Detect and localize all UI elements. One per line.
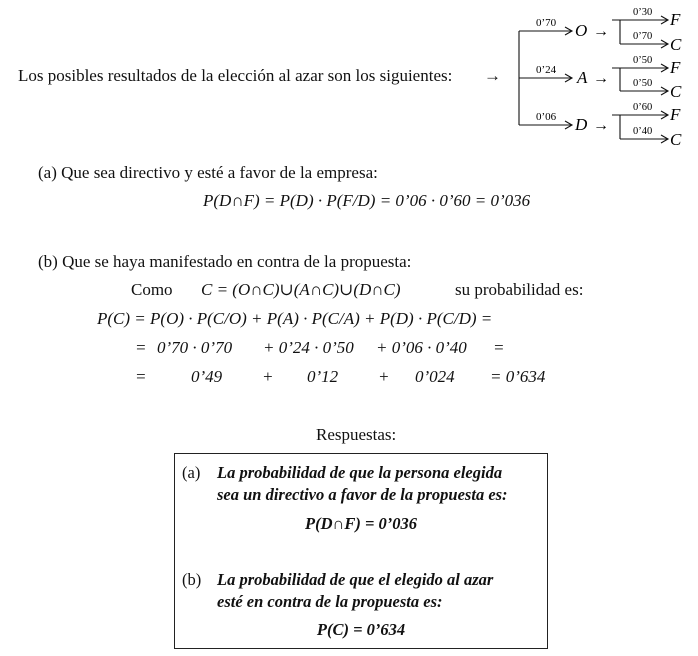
intro-text: Los posibles resultados de la elección al azar son los siguientes: — [18, 66, 453, 85]
answer-a-line1: La probabilidad de que la persona elegida — [217, 463, 503, 482]
total-prob-line1: P(C) = P(O) · P(C/O) + P(A) · P(C/A) + P(D) · P(C/D) = — [97, 309, 493, 328]
line3-plus1: + — [262, 367, 274, 386]
como-word: Como — [131, 280, 173, 299]
tree-arrow-o: → — [593, 23, 609, 40]
tree-node-d: D — [575, 115, 588, 134]
tree-out-af: F — [670, 58, 681, 77]
answer-b-line2: esté en contra de la propuesta es: — [217, 592, 443, 611]
tree-out-of: F — [670, 10, 681, 29]
answer-b-result: P(C) = 0’634 — [316, 620, 406, 639]
tree-out-dc: C — [670, 130, 682, 149]
line3-plus2: + — [378, 367, 390, 386]
su-probabilidad: su probabilidad es: — [455, 280, 584, 299]
answer-b-line1: La probabilidad de que el elegido al azar — [217, 570, 494, 589]
tree-prob-ac: 0’50 — [633, 78, 653, 89]
answer-a-tag: (a) — [182, 463, 201, 482]
tree-out-df: F — [670, 105, 681, 124]
tree-prob-oc: 0’70 — [633, 31, 653, 42]
tree-arrow-d: → — [593, 117, 609, 134]
answers-box — [174, 453, 548, 649]
line3-v1: 0’49 — [191, 367, 223, 386]
line3-v3: 0’024 — [415, 367, 455, 386]
right-arrow: → — [484, 66, 501, 85]
line2-term2: + 0’24 · 0’50 — [263, 338, 354, 357]
tree-node-o: O — [575, 21, 588, 40]
tree-prob-o: 0’70 — [536, 17, 557, 29]
line2-term3: + 0’06 · 0’40 — [376, 338, 467, 357]
tree-prob-a: 0’24 — [536, 64, 557, 76]
answers-title: Respuestas: — [316, 425, 397, 444]
tree-out-ac: C — [670, 82, 682, 101]
tree-prob-df: 0’60 — [633, 102, 653, 113]
tree-prob-af: 0’50 — [633, 55, 653, 66]
part-a-label: (a) Que sea directivo y esté a favor de la empresa: — [38, 163, 378, 182]
part-b-label: (b) Que se haya manifestado en contra de la propuesta: — [38, 252, 412, 271]
answer-b-tag: (b) — [182, 570, 202, 589]
line2-eq: = — [135, 338, 147, 357]
line3-result: = 0’634 — [490, 367, 546, 386]
line2-term1: 0’70 · 0’70 — [157, 338, 233, 357]
answer-a-line2: sea un directivo a favor de la propuesta es: — [217, 485, 508, 504]
tree-prob-dc: 0’40 — [633, 126, 653, 137]
answer-a-result: P(D∩F) = 0’036 — [305, 514, 417, 533]
tree-arrow-a: → — [593, 70, 609, 87]
line3-eq: = — [135, 367, 147, 386]
union-formula: C = (O∩C)∪(A∩C)∪(D∩C) — [201, 280, 401, 299]
line2-end: = — [493, 338, 505, 357]
tree-prob-d: 0’06 — [536, 111, 557, 123]
line3-v2: 0’12 — [307, 367, 339, 386]
probability-tree — [0, 0, 698, 160]
tree-out-oc: C — [670, 35, 682, 54]
tree-node-a: A — [577, 68, 588, 87]
tree-prob-of: 0’30 — [633, 7, 653, 18]
part-a-formula: P(D∩F) = P(D) · P(F/D) = 0’06 · 0’60 = 0’036 — [203, 191, 531, 210]
